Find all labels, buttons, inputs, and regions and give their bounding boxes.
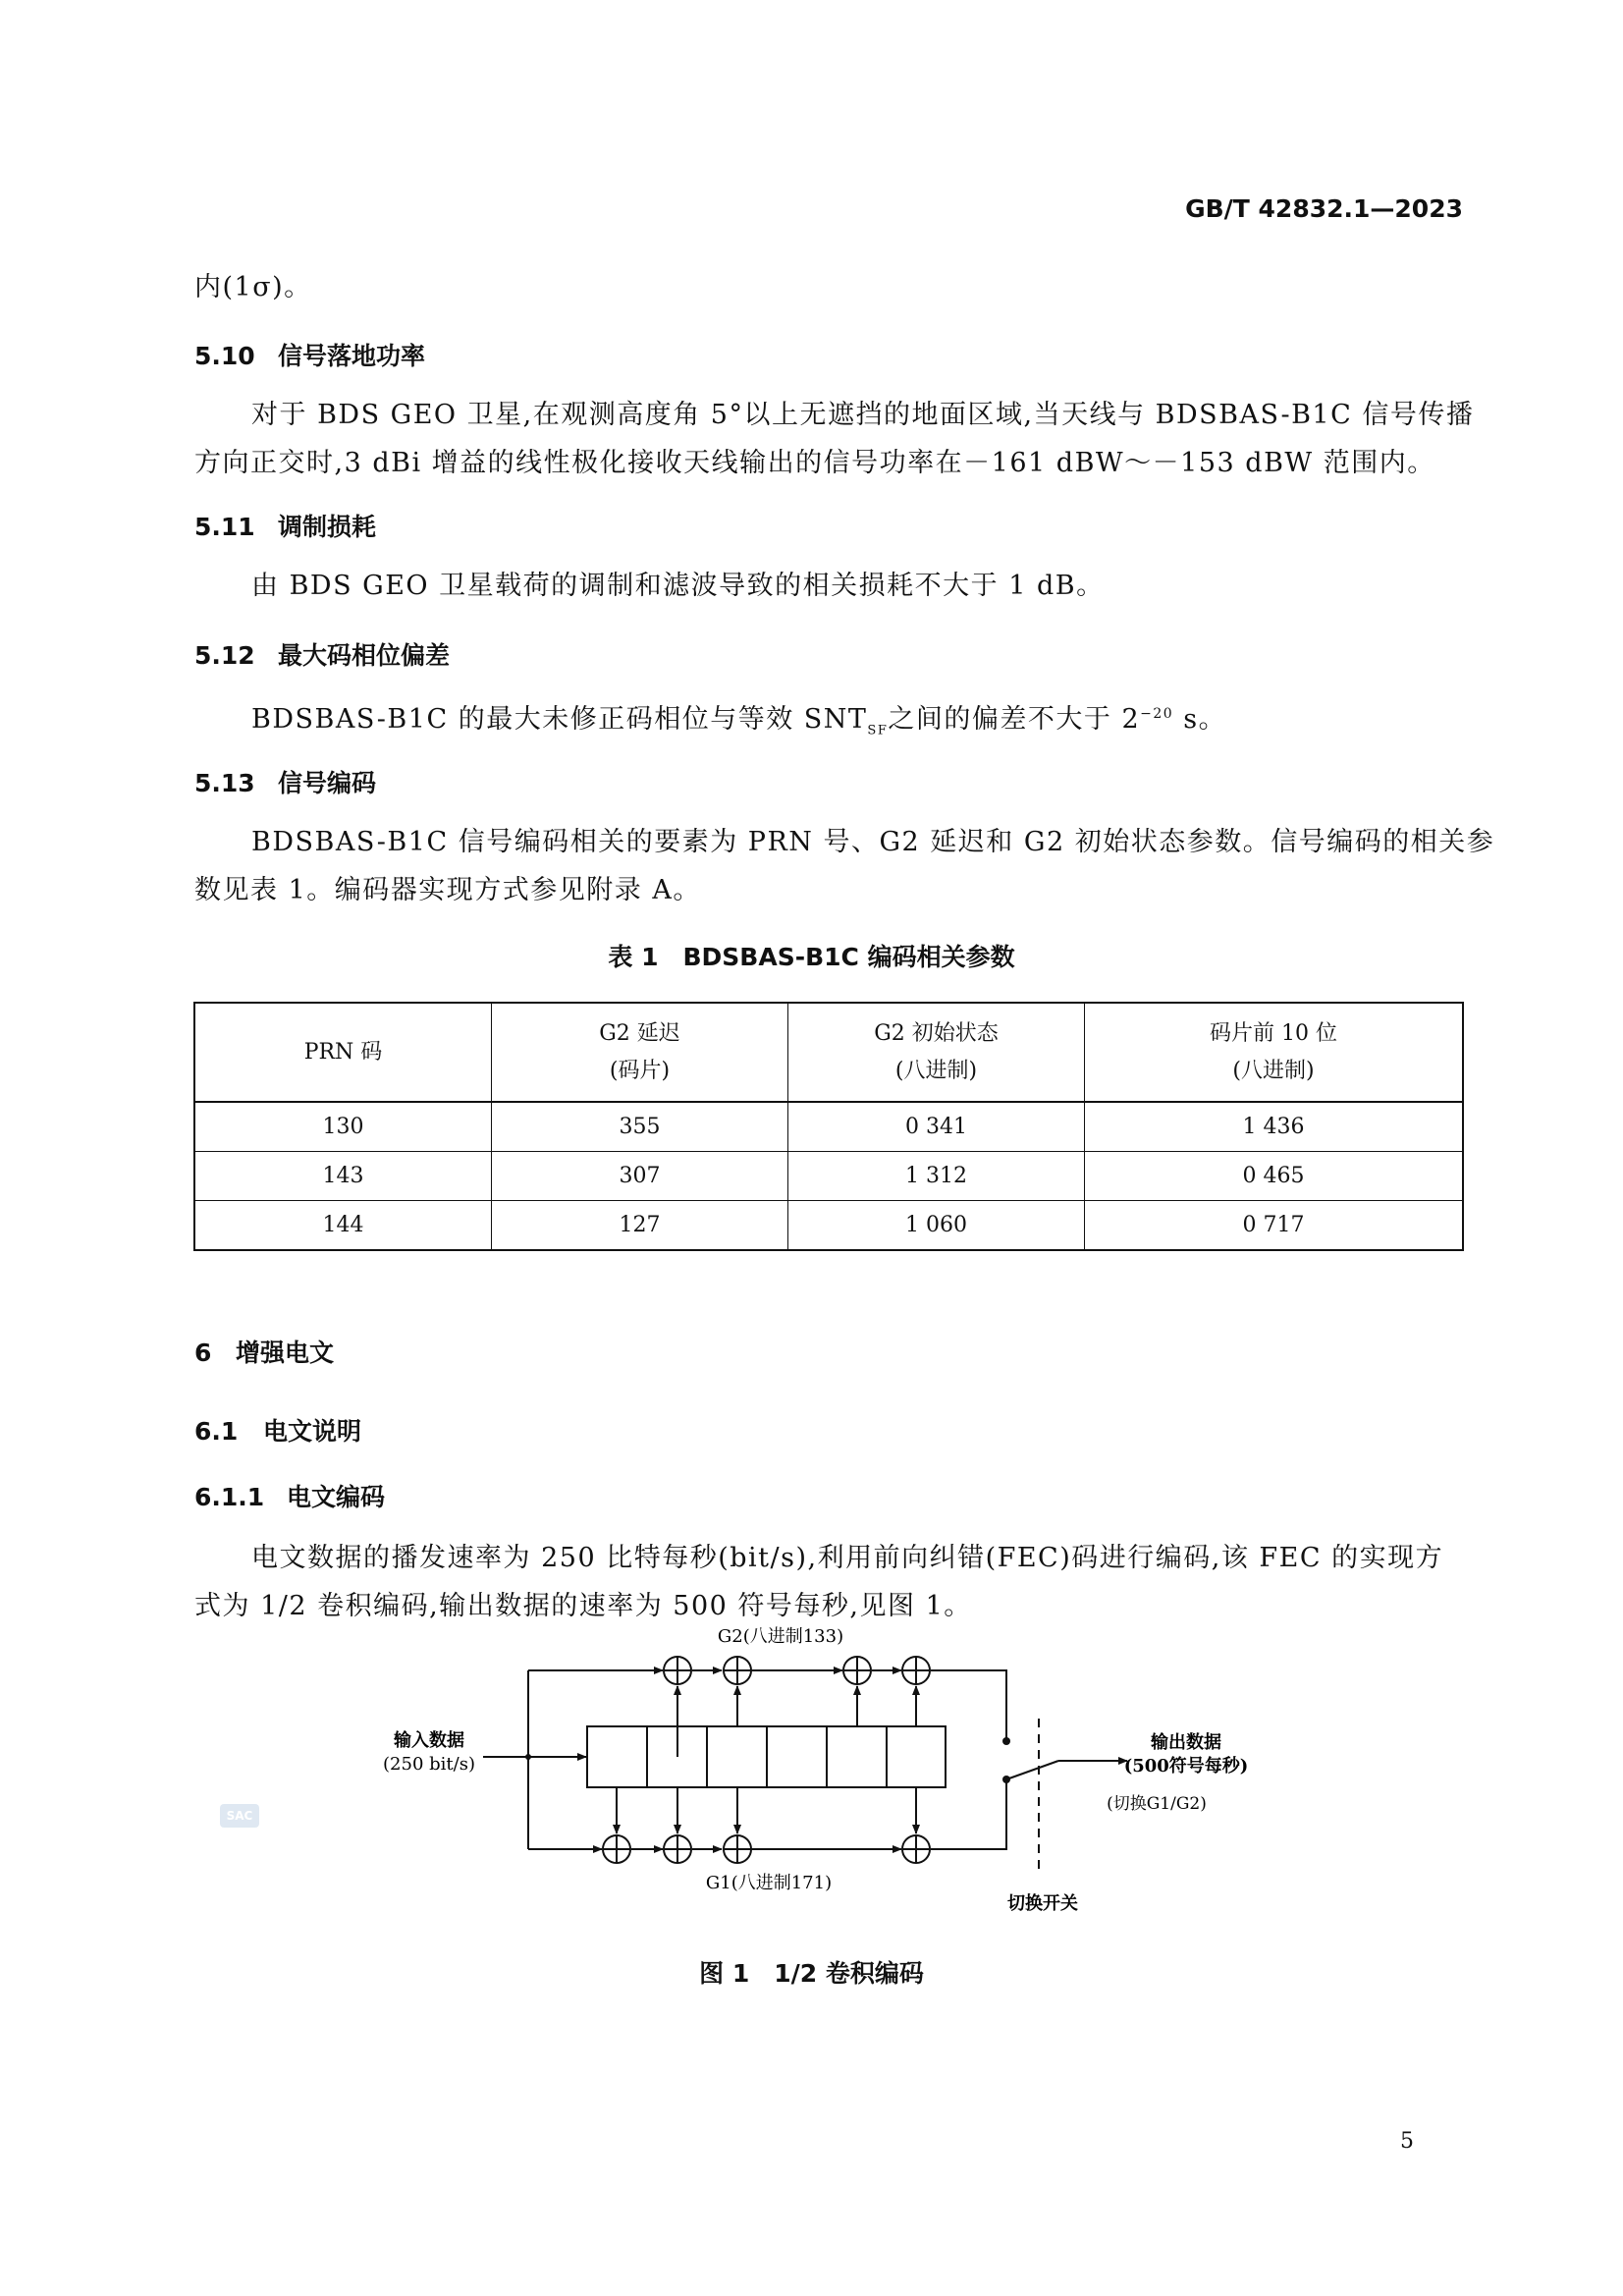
heading-title: 最大码相位偏差 [278,641,451,670]
switch-contact-g2 [1002,1737,1010,1745]
g2-xor-adder [843,1657,871,1684]
g1-label: G1(八进制171) [705,1873,833,1893]
paragraph-5-10-line-2: 方向正交时,3 dBi 增益的线性极化接收天线输出的信号功率在－161 dBW～－153 dBW 范围内。 [194,448,1435,478]
g2-label: G2(八进制133) [717,1626,844,1647]
table-cell: 1 060 [788,1201,1085,1251]
table-cell: 144 [194,1201,492,1251]
header-cell: 码片前 10 位 (八进制) [1085,1003,1464,1102]
paragraph-6-1-1-line-1: 电文数据的播发速率为 250 比特每秒(bit/s),利用前向纠错(FEC)码进行编码,该 FEC 的实现方 [251,1543,1444,1573]
watermark-logo: SAC [220,1804,259,1828]
heading-title: 电文编码 [287,1483,386,1511]
g1-xor-adder [603,1835,630,1863]
heading-number: 5.12 [194,641,255,670]
heading-number: 5.13 [194,769,255,797]
g2-xor-adder [724,1657,751,1684]
paragraph-5-10-line-1: 对于 BDS GEO 卫星,在观测高度角 5°以上无遮挡的地面区域,当天线与 BDSBAS-B1C 信号传播 [251,400,1475,430]
table-cell: 0 465 [1085,1152,1464,1201]
switch-note: (切换G1/G2) [1107,1794,1207,1814]
heading-number: 6 [194,1339,212,1367]
table-cell: 130 [194,1102,492,1152]
paragraph-5-11: 由 BDS GEO 卫星载荷的调制和滤波导致的相关损耗不大于 1 dB。 [251,571,1105,601]
output-rate: (500符号每秒) [1123,1756,1249,1777]
heading-title: 信号编码 [278,769,377,797]
paragraph-5-12: BDSBAS-B1C 的最大未修正码相位与等效 $SNT_{SF}$之间的偏差不大于 $2^{-20}$ s。 [251,704,1227,738]
heading-number: 6.1 [194,1417,239,1446]
page-number: 5 [1400,2129,1414,2154]
table-caption: 表 1 BDSBAS-B1C 编码相关参数 [608,943,1015,971]
header-cell: G2 初始状态 (八进制) [788,1003,1085,1102]
switch-label: 切换开关 [1007,1893,1078,1914]
junction-dot [525,1754,531,1760]
header-cell: G2 延迟 (码片) [492,1003,788,1102]
g1-xor-adder [902,1835,930,1863]
table-cell: 0 341 [788,1102,1085,1152]
input-rate: (250 bit/s) [383,1754,475,1775]
table-cell: 127 [492,1201,788,1251]
table-cell: 143 [194,1152,492,1201]
continuation-text: 内(1σ)。 [194,272,312,302]
output-label: 输出数据 [1151,1732,1221,1753]
table-cell: 307 [492,1152,788,1201]
input-label: 输入数据 [394,1730,464,1751]
g2-xor-adder [902,1657,930,1684]
table-cell: 355 [492,1102,788,1152]
heading-number: 5.10 [194,342,255,370]
table-cell: 1 436 [1085,1102,1464,1152]
paragraph-5-13-line-1: BDSBAS-B1C 信号编码相关的要素为 PRN 号、G2 延迟和 G2 初始状态参数。信号编码的相关参 [251,827,1495,857]
paragraph-5-13-line-2: 数见表 1。编码器实现方式参见附录 A。 [194,875,701,905]
heading-title: 信号落地功率 [278,342,426,370]
standard-number: GB/T 42832.1—2023 [1185,194,1463,223]
switch-contact-g1 [1002,1776,1010,1783]
g1-xor-adder [724,1835,751,1863]
header-cell: PRN 码 [194,1003,492,1102]
heading-title: 电文说明 [263,1417,362,1446]
heading-title: 增强电文 [236,1339,335,1367]
g1-xor-adder [664,1835,691,1863]
g2-xor-adder [664,1657,691,1684]
table-cell: 0 717 [1085,1201,1464,1251]
figure-caption: 图 1 1/2 卷积编码 [699,1959,924,1988]
heading-number: 6.1.1 [194,1483,265,1511]
paragraph-6-1-1-line-2: 式为 1/2 卷积编码,输出数据的速率为 500 符号每秒,见图 1。 [194,1591,972,1621]
table-cell: 1 312 [788,1152,1085,1201]
heading-number: 5.11 [194,513,255,541]
heading-title: 调制损耗 [278,513,377,541]
